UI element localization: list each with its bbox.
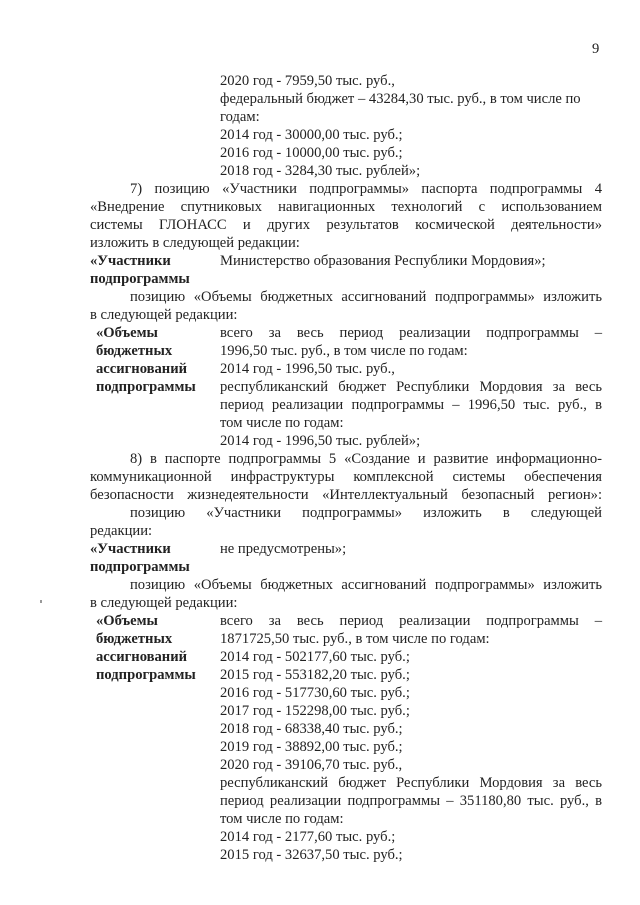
budget-4-row <box>90 378 602 396</box>
participants-value: Министерство образования Республики Мордовия»; <box>220 253 546 269</box>
budget-value: 2014 год - 2177,60 тыс. руб.; <box>220 829 396 845</box>
empty-cell <box>90 432 220 450</box>
budget-5-row <box>90 774 602 792</box>
budget-5-row <box>90 792 602 810</box>
participants-5-row <box>90 540 602 558</box>
text-line: 2014 год - 30000,00 тыс. руб.; <box>220 127 403 143</box>
text-line: 2020 год - 7959,50 тыс. руб., <box>220 73 395 89</box>
budget-5-row <box>90 702 602 720</box>
empty-cell <box>90 396 220 414</box>
participants-label: «Участники <box>90 541 171 557</box>
empty-cell <box>90 774 220 792</box>
budget-label: «Объемы <box>96 325 158 341</box>
budget-value: 1871725,50 тыс. руб., в том числе по годам: <box>220 631 490 647</box>
budget-value: 2014 год - 502177,60 тыс. руб.; <box>220 649 410 665</box>
budget-value: 2015 год - 32637,50 тыс. руб.; <box>220 847 403 863</box>
text-line: коммуникационной инфраструктуры комплексной системы обеспечения <box>90 469 602 485</box>
budget-value: 2017 год - 152298,00 тыс. руб.; <box>220 703 410 719</box>
budget-4-row <box>90 432 602 450</box>
page-number: 9 <box>592 41 600 57</box>
text-line: 2016 год - 10000,00 тыс. руб.; <box>220 145 403 161</box>
budget-5-row <box>90 846 602 864</box>
budget-4-row <box>90 324 602 342</box>
participants-4-row-cont <box>90 270 602 288</box>
empty-cell <box>90 414 220 432</box>
budget-5-row <box>90 612 602 630</box>
empty-cell <box>90 756 220 774</box>
budget-label: ассигнований <box>96 361 188 377</box>
empty-cell <box>90 720 220 738</box>
budget-value: 2015 год - 553182,20 тыс. руб.; <box>220 667 410 683</box>
text-line: годам: <box>220 109 260 125</box>
budget-4-row <box>90 342 602 360</box>
text-line: «Внедрение спутниковых навигационных технологий с использованием <box>90 199 602 215</box>
budget-label: ассигнований <box>96 649 188 665</box>
text-line: безопасности жизнедеятельности «Интеллектуальный безопасный регион»: <box>90 487 602 503</box>
budget-5-row <box>90 648 602 666</box>
empty-cell <box>90 828 220 846</box>
budget-value: период реализации подпрограммы – 1996,50 тыс. руб., в <box>220 397 602 413</box>
budget-5-row <box>90 738 602 756</box>
empty-cell <box>90 846 220 864</box>
empty-cell <box>220 270 602 288</box>
text-line: в следующей редакции: <box>90 595 238 611</box>
empty-cell <box>90 810 220 828</box>
text-line: изложить в следующей редакции: <box>90 235 300 251</box>
budget-4-intro: позицию «Объемы бюджетных ассигнований подпрограммы» изложить <box>130 289 602 305</box>
item-8-paragraph: 8) в паспорте подпрограммы 5 «Создание и развитие информационно- <box>130 451 602 467</box>
empty-cell <box>220 558 602 576</box>
scan-mark <box>40 600 42 603</box>
budget-value: 1996,50 тыс. руб., в том числе по годам: <box>220 343 468 359</box>
budget-value: период реализации подпрограммы – 351180,80 тыс. руб., в <box>220 793 602 809</box>
budget-value: том числе по годам: <box>220 415 344 431</box>
empty-cell <box>90 792 220 810</box>
text-line: в следующей редакции: <box>90 307 238 323</box>
empty-cell <box>90 684 220 702</box>
empty-cell <box>90 738 220 756</box>
participants-5-row-cont <box>90 558 602 576</box>
budget-5-row <box>90 756 602 774</box>
budget-value: 2018 год - 68338,40 тыс. руб.; <box>220 721 403 737</box>
text-line: системы ГЛОНАСС и других результатов космической деятельности» <box>90 217 602 233</box>
budget-5-row <box>90 720 602 738</box>
budget-value: всего за весь период реализации подпрограммы – <box>220 325 602 341</box>
budget-value: 2019 год - 38892,00 тыс. руб.; <box>220 739 403 755</box>
budget-5-row <box>90 810 602 828</box>
budget-value: 2016 год - 517730,60 тыс. руб.; <box>220 685 410 701</box>
empty-cell <box>90 702 220 720</box>
budget-value: республиканский бюджет Республики Мордовия за весь <box>220 775 602 791</box>
budget-value: том числе по годам: <box>220 811 344 827</box>
budget-label: подпрограммы <box>96 667 196 683</box>
participants-5-intro: позицию «Участники подпрограммы» изложить в следующей <box>130 505 602 521</box>
budget-4-row <box>90 396 602 414</box>
text-line: 2018 год - 3284,30 тыс. рублей»; <box>220 163 421 179</box>
document-body <box>90 72 602 864</box>
participants-label: подпрограммы <box>90 559 190 575</box>
budget-value: 2020 год - 39106,70 тыс. руб., <box>220 757 403 773</box>
item-7-paragraph: 7) позицию «Участники подпрограммы» паспорта подпрограммы 4 <box>130 181 602 197</box>
text-line: редакции: <box>90 523 153 539</box>
participants-4-row <box>90 252 602 270</box>
participants-value: не предусмотрены»; <box>220 541 347 557</box>
budget-value: 2014 год - 1996,50 тыс. рублей»; <box>220 433 421 449</box>
budget-5-row <box>90 828 602 846</box>
participants-label: «Участники <box>90 253 171 269</box>
budget-value: республиканский бюджет Республики Мордовия за весь <box>220 379 602 395</box>
budget-value: всего за весь период реализации подпрограммы – <box>220 613 602 629</box>
budget-5-intro: позицию «Объемы бюджетных ассигнований подпрограммы» изложить <box>130 577 602 593</box>
budget-5-row <box>90 684 602 702</box>
budget-5-row <box>90 630 602 648</box>
budget-label: бюджетных <box>96 631 173 647</box>
budget-label: «Объемы <box>96 613 158 629</box>
budget-label: подпрограммы <box>96 379 196 395</box>
budget-label: бюджетных <box>96 343 173 359</box>
text-line: федеральный бюджет – 43284,30 тыс. руб., в том числе по <box>220 91 581 107</box>
budget-value: 2014 год - 1996,50 тыс. руб., <box>220 361 395 377</box>
budget-4-row <box>90 414 602 432</box>
budget-4-row <box>90 360 602 378</box>
participants-label: подпрограммы <box>90 271 190 287</box>
budget-5-row <box>90 666 602 684</box>
